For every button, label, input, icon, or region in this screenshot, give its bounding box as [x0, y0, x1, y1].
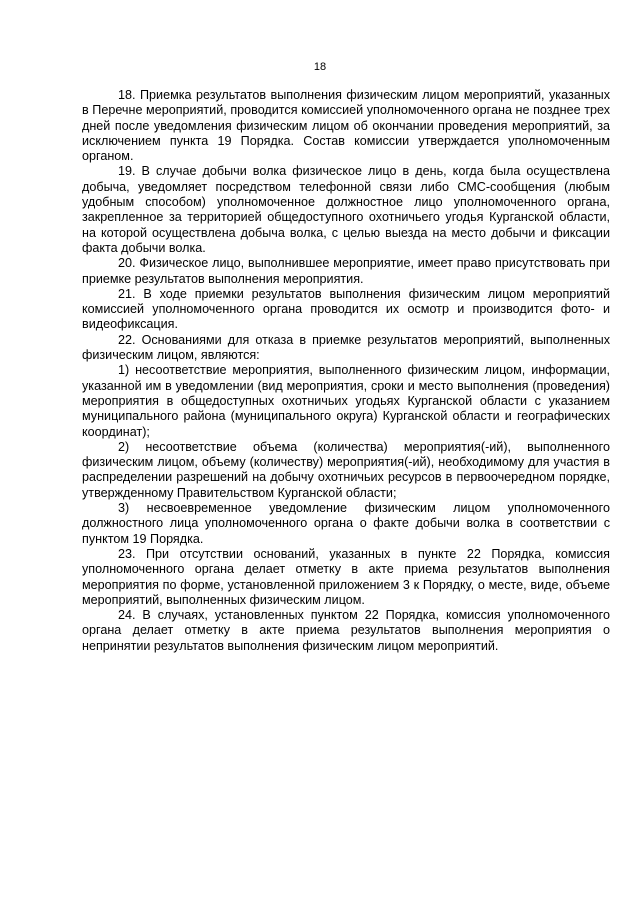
paragraph-22-item-3: 3) несвоевременное уведомление физическим лицом уполномоченного должностного лица уполномоченного органа о факте добычи волка в соответствии с пунктом 19 Порядка. — [82, 501, 610, 546]
document-body — [82, 88, 610, 654]
paragraph-19: 19. В случае добычи волка физическое лицо в день, когда была осуществлена добыча, уведомляет посредством телефонной связи либо СМС-сообщения (любым удобным способом) уполномоченное должностное лицо уполномоченного органа, закрепленное за территорией общедоступного охотничьего угодья Курганской области, на которой осуществлена добыча волка, с целью выезда на место добычи и фиксации факта добычи волка. — [82, 164, 610, 255]
paragraph-22-item-1: 1) несоответствие мероприятия, выполненного физическим лицом, информации, указанной им в уведомлении (вид мероприятия, сроки и место выполнения (проведения) мероприятия в общедоступных охотничьих угодьях Курганской области с указанием муниципального района (муниципального округа) Курганской области и географических координат); — [82, 363, 610, 439]
paragraph-18: 18. Приемка результатов выполнения физическим лицом мероприятий, указанных в Перечне мероприятий, проводится комиссией уполномоченного органа не позднее трех дней после уведомления физическим лицом об окончании проведения мероприятий, за исключением пункта 19 Порядка. Состав комиссии утверждается уполномоченным органом. — [82, 88, 610, 164]
paragraph-20: 20. Физическое лицо, выполнившее мероприятие, имеет право присутствовать при приемке результатов выполнения мероприятия. — [82, 256, 610, 286]
paragraph-24: 24. В случаях, установленных пунктом 22 Порядка, комиссия уполномоченного органа делает отметку в акте приема результатов выполнения мероприятия о непринятии результатов выполнения физическим лицом мероприятий. — [82, 608, 610, 653]
paragraph-21: 21. В ходе приемки результатов выполнения физическим лицом мероприятий комиссией уполномоченного органа проводится их осмотр и производится фото- и видеофиксация. — [82, 286, 610, 332]
paragraph-23: 23. При отсутствии оснований, указанных в пункте 22 Порядка, комиссия уполномоченного органа делает отметку в акте приема результатов выполнения мероприятия по форме, установленной приложением 3 к Порядку, о месте, виде, объеме мероприятий, выполненных физическим лицом. — [82, 546, 610, 607]
paragraph-22-item-2: 2) несоответствие объема (количества) мероприятия(-ий), выполненного физическим лицом, объему (количеству) мероприятия(-ий), необходимому для участия в распределении разрешений на добычу охотничьих ресурсов в первоочередном порядке, утвержденному Правительством Курганской области; — [82, 439, 610, 500]
page-number: 18 — [313, 61, 327, 73]
paragraph-22: 22. Основаниями для отказа в приемке результатов мероприятий, выполненных физическим лицом, являются: — [82, 332, 610, 363]
